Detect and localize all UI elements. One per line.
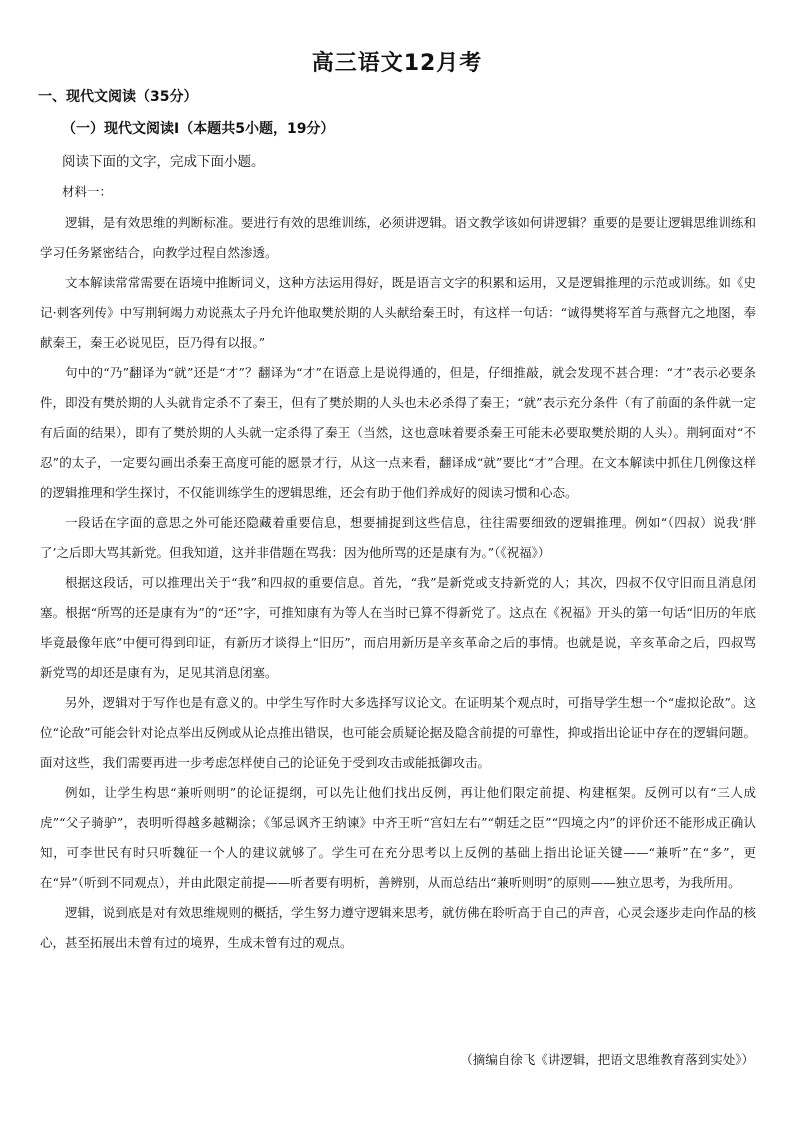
paragraph: 根据这段话，可以推理出关于“我”和四叔的重要信息。首先，“我”是新党或支持新党的人；其次，四叔不仅守旧而且消息闭塞。根据“所骂的还是康有为”的“还”字，可推知康有为等人在当时已算不得新党了。这点在《祝福》开头的第一句话“旧历的年底毕竟最像年底”中便可得到印证，有新历才谈得上“旧历”，而启用新历是辛亥革命之后的事情。也就是说，辛亥革命之后，四叔骂新党骂的却还是康有为，足见其消息闭塞。 [40, 575, 756, 680]
paragraph: 例如，让学生构思“兼听则明”的论证提纲，可以先让他们找出反例，再让他们限定前提、构建框架。反例可以有“三人成虎”“父子骑驴”，表明听得越多越糊涂；《邹忌讽齐王纳谏》中齐王听“宫妇左右”“朝廷之臣”“四境之内”的评价还不能形成正确认知，可李世民有时只听魏征一个人的建议就够了。学生可在充分思考以上反例的基础上指出论证关键——“兼听”在“多”，更在“异”（听到不同观点），并由此限定前提——听者要有明析，善辨别，从而总结出“兼听则明”的原则——独立思考，为我所用。 [40, 785, 756, 890]
paragraph: 逻辑，是有效思维的判断标准。要进行有效的思维训练，必须讲逻辑。语文教学该如何讲逻辑？重要的是要让逻辑思维训练和学习任务紧密结合，向教学过程自然渗透。 [40, 215, 756, 260]
section-heading: 一、现代文阅读（35分） [38, 89, 198, 105]
material-label: 材料一： [62, 184, 113, 199]
paragraph: 另外，逻辑对于写作也是有意义的。中学生写作时大多选择写议论文。在证明某个观点时，可指导学生想一个“虚拟论敌”。这位“论敌”可能会针对论点举出反例或从论点推出错误，也可能会质疑论据及隐含前提的可靠性，抑或指出论证中存在的逻辑问题。面对这些，我们需要再进一步考虑怎样使自己的论证免于受到攻击或能抵御攻击。 [40, 695, 756, 770]
source-citation: （摘编自徐飞《讲逻辑，把语文思维教育落到实处》） [460, 1052, 754, 1067]
paragraph: 一段话在字面的意思之外可能还隐藏着重要信息，想要捕捉到这些信息，往往需要细致的逻辑推理。例如“（四叔）说我‘胖了’之后即大骂其新党。但我知道，这并非借题在骂我：因为他所骂的还是康有为。”（《祝福》） [40, 515, 756, 560]
paragraph: 逻辑，说到底是对有效思维规则的概括，学生努力遵守逻辑来思考，就仿佛在聆听高于自己的声音，心灵会逐步走向作品的核心，甚至拓展出未曾有过的境界，生成未曾有过的观点。 [40, 905, 756, 950]
subsection-heading: （一）现代文阅读Ⅰ（本题共5小题，19分） [62, 121, 335, 137]
page-title: 高三语文12月考 [311, 51, 483, 76]
article-body [40, 208, 756, 958]
paragraph: 句中的“乃”翻译为“就”还是“才”？翻译为“才”在语意上是说得通的，但是，仔细推敲，就会发现不甚合理：“才”表示必要条件，即没有樊於期的人头就肯定杀不了秦王，但有了樊於期的人头也未必杀得了秦王；“就”表示充分条件（有了前面的条件就一定有后面的结果），即有了樊於期的人头就一定杀得了秦王（当然，这也意味着要杀秦王可能未必要取樊於期的人头）。荆轲面对“不忍”的太子，一定要勾画出杀秦王高度可能的愿景才行，从这一点来看，翻译成“就”要比“才”合理。在文本解读中抓住几例像这样的逻辑推理和学生探讨，不仅能训练学生的逻辑思维，还会有助于他们养成好的阅读习惯和心态。 [40, 365, 756, 500]
instruction-text: 阅读下面的文字，完成下面小题。 [62, 154, 265, 170]
paragraph: 文本解读常常需要在语境中推断词义，这种方法运用得好，既是语言文字的积累和运用，又是逻辑推理的示范或训练。如《史记·刺客列传》中写荆轲竭力劝说燕太子丹允许他取樊於期的人头献给秦王时，有这样一句话：“诚得樊将军首与燕督亢之地图，奉献秦王，秦王必说见臣，臣乃得有以报。” [40, 275, 756, 350]
